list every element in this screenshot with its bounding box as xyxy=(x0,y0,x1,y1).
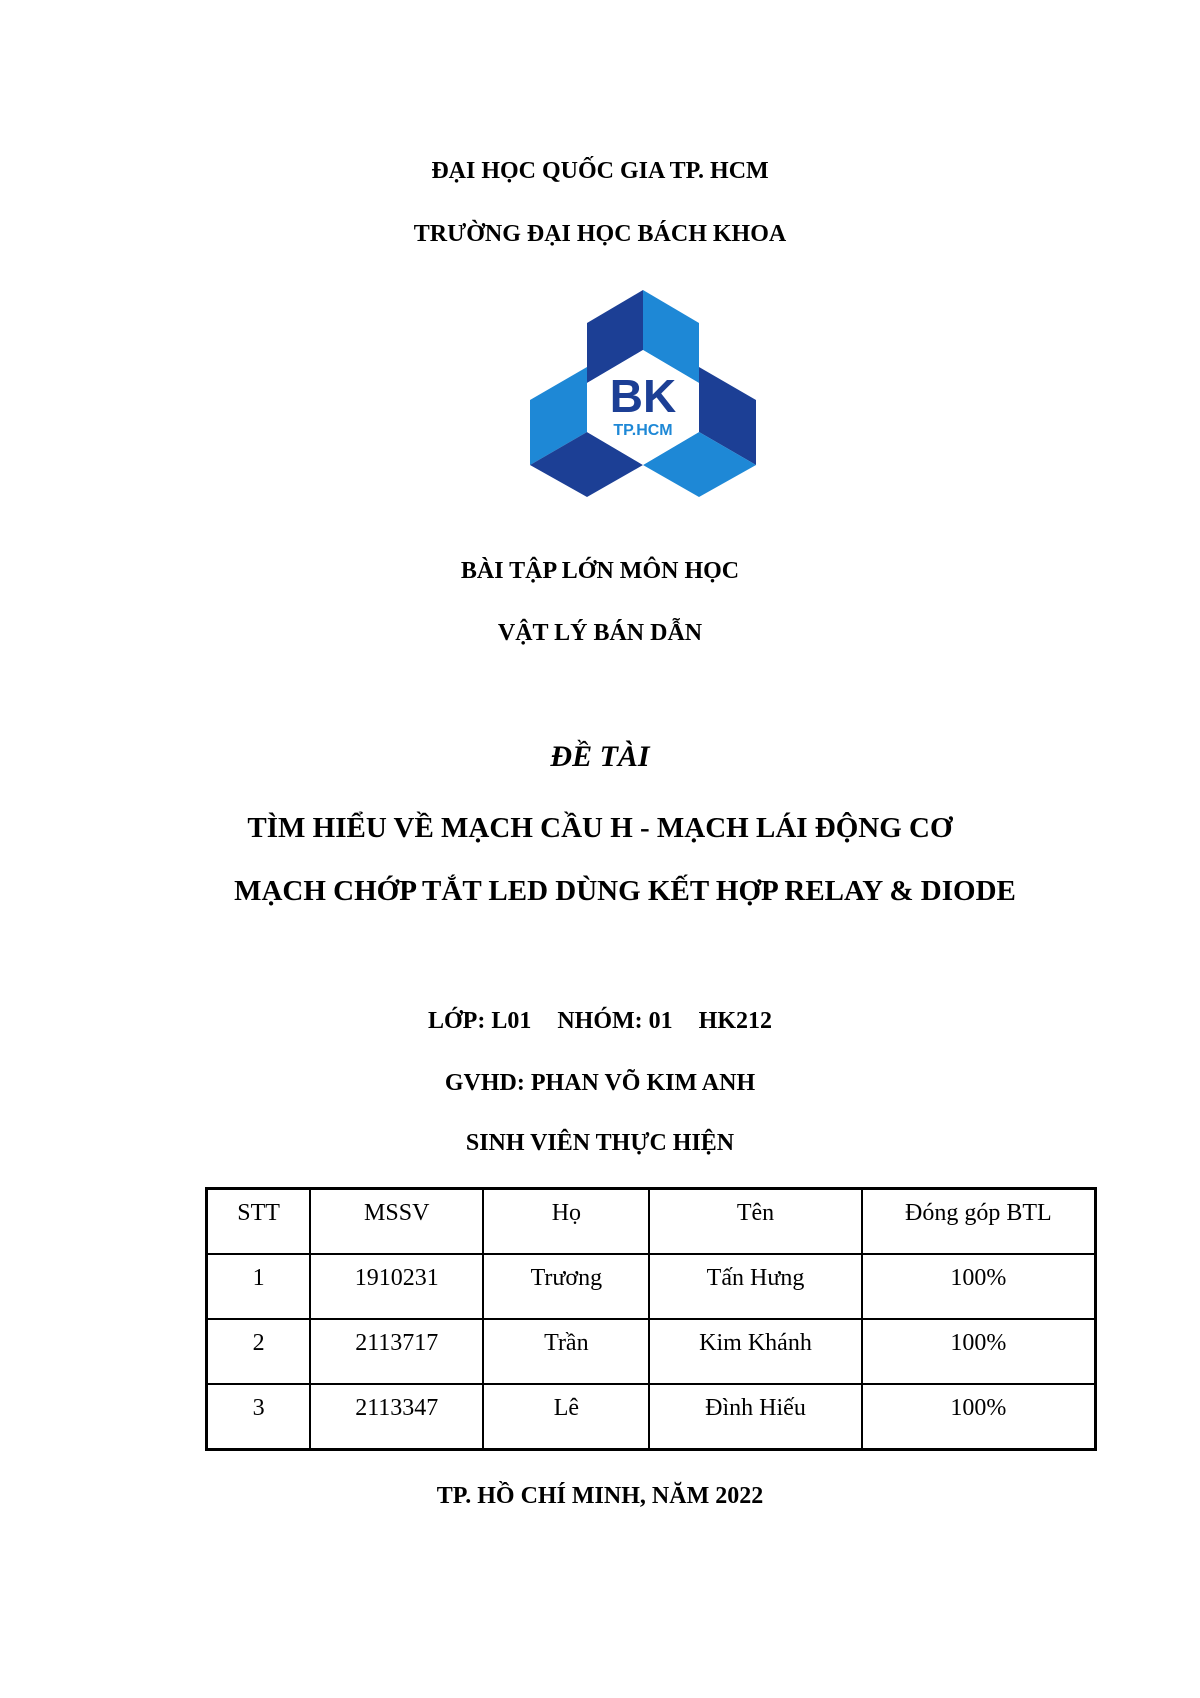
subject-heading: BÀI TẬP LỚN MÔN HỌC xyxy=(460,558,740,584)
cell-ho: Trương xyxy=(483,1254,649,1319)
cell-ten: Tấn Hưng xyxy=(649,1254,861,1319)
cell-ten: Kim Khánh xyxy=(649,1319,861,1384)
table-row xyxy=(207,1384,1096,1450)
topic-title-line-1: TÌM HIỂU VỀ MẠCH CẦU H - MẠCH LÁI ĐỘNG CƠ xyxy=(247,812,953,844)
cell-stt: 2 xyxy=(207,1319,311,1384)
topic-title-line-2: MẠCH CHỚP TẮT LED DÙNG KẾT HỢP RELAY & DIODE xyxy=(234,875,1016,907)
cell-contribution: 100% xyxy=(862,1384,1096,1450)
header-stt: STT xyxy=(207,1189,311,1255)
cell-mssv: 1910231 xyxy=(310,1254,483,1319)
table-header-row xyxy=(207,1189,1096,1255)
students-heading: SINH VIÊN THỰC HIỆN xyxy=(465,1130,735,1156)
cell-contribution: 100% xyxy=(862,1254,1096,1319)
university-logo xyxy=(530,290,756,510)
header-ho: Họ xyxy=(483,1189,649,1255)
university-name: ĐẠI HỌC QUỐC GIA TP. HCM xyxy=(431,158,769,184)
class-code: LỚP: L01 xyxy=(428,1008,532,1034)
school-name: TRƯỜNG ĐẠI HỌC BÁCH KHOA xyxy=(413,221,787,247)
cell-mssv: 2113717 xyxy=(310,1319,483,1384)
cell-ho: Trần xyxy=(483,1319,649,1384)
cell-ten: Đình Hiếu xyxy=(649,1384,861,1450)
subject-name: VẬT LÝ BÁN DẪN xyxy=(497,620,703,646)
cell-contribution: 100% xyxy=(862,1319,1096,1384)
header-mssv: MSSV xyxy=(310,1189,483,1255)
cell-stt: 1 xyxy=(207,1254,311,1319)
class-info xyxy=(0,1008,1200,1035)
logo-bk-text: BK xyxy=(609,370,677,422)
header-ten: Tên xyxy=(649,1189,861,1255)
topic-label: ĐỀ TÀI xyxy=(550,740,650,773)
cell-mssv: 2113347 xyxy=(310,1384,483,1450)
cell-stt: 3 xyxy=(207,1384,311,1450)
members-table xyxy=(205,1187,1097,1451)
place-year: TP. HỒ CHÍ MINH, NĂM 2022 xyxy=(436,1483,764,1509)
semester-code: HK212 xyxy=(698,1008,772,1034)
table-row xyxy=(207,1319,1096,1384)
header-contribution: Đóng góp BTL xyxy=(862,1189,1096,1255)
cell-ho: Lê xyxy=(483,1384,649,1450)
group-number: NHÓM: 01 xyxy=(557,1008,673,1034)
logo-sub-text: TP.HCM xyxy=(613,422,673,439)
instructor: GVHD: PHAN VÕ KIM ANH xyxy=(444,1070,756,1096)
table-row xyxy=(207,1254,1096,1319)
